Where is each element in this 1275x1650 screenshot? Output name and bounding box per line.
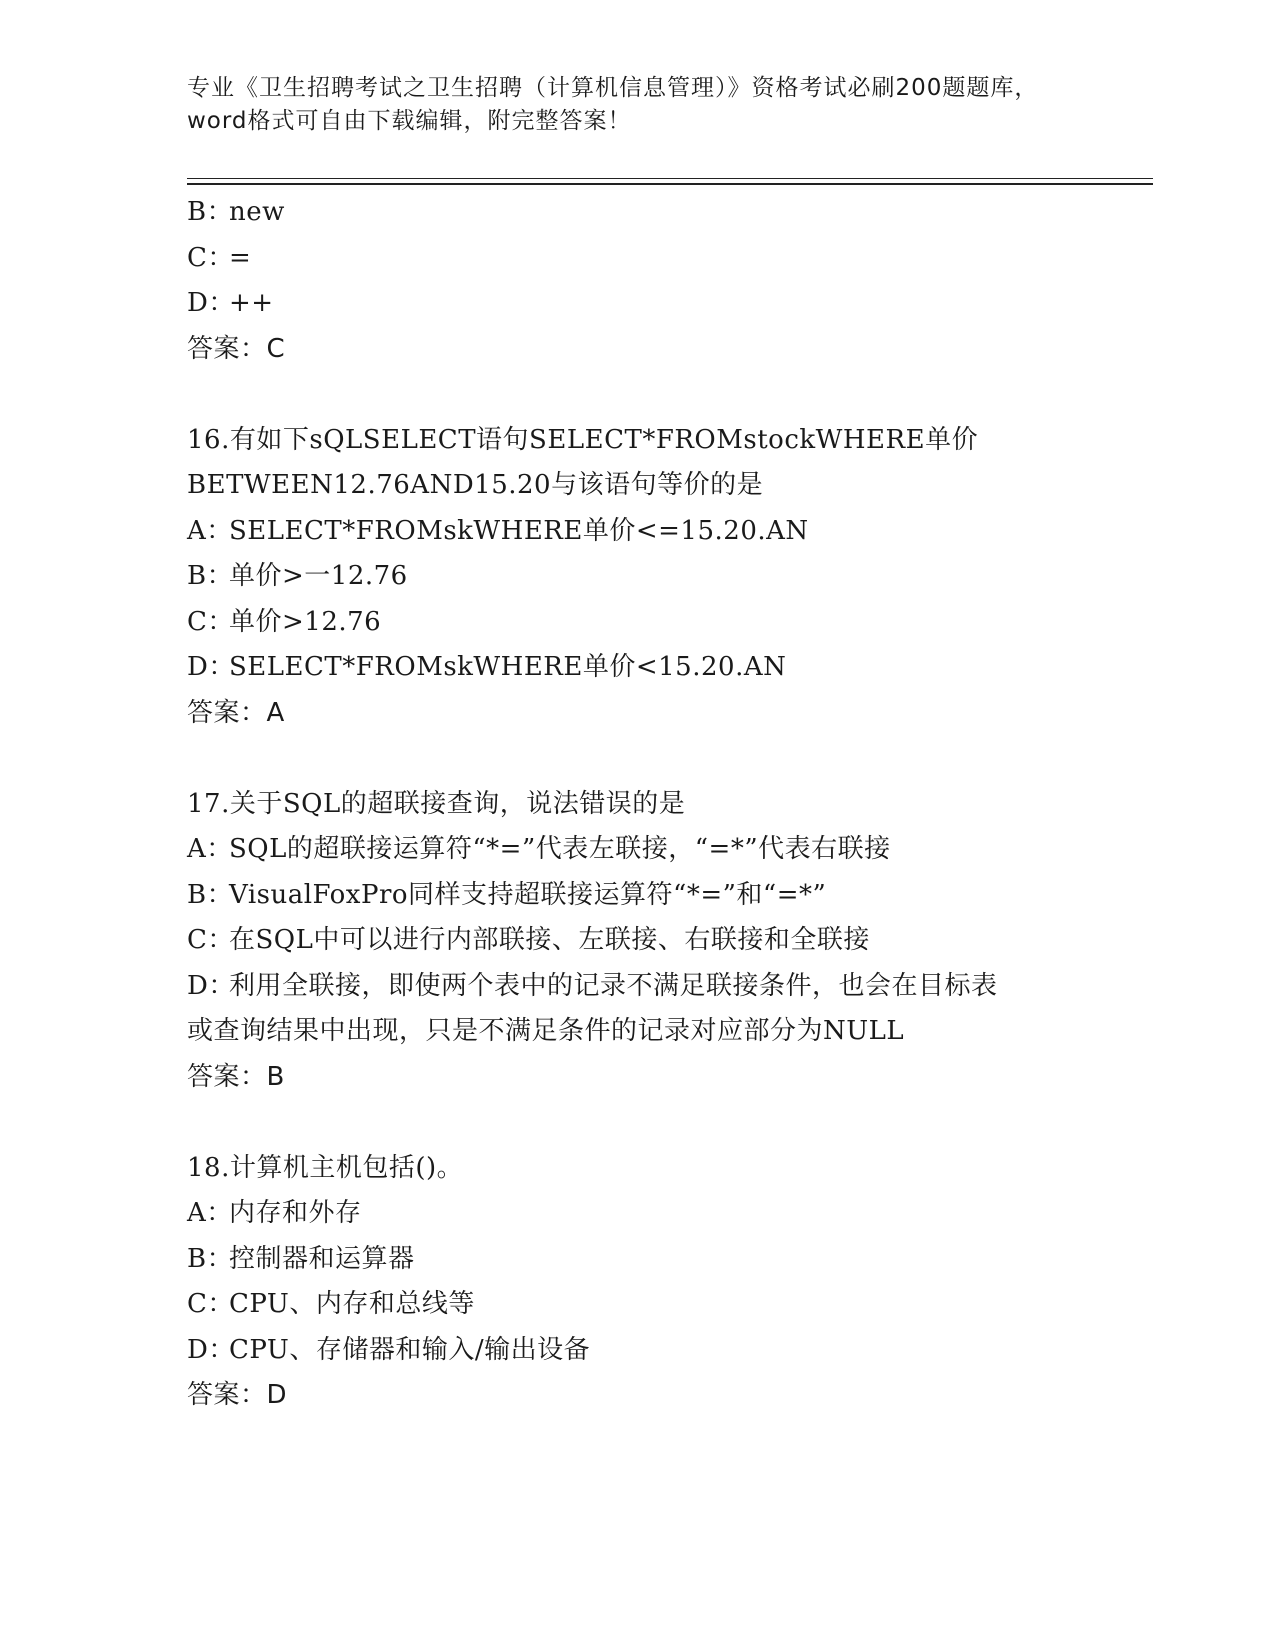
question-stem: 17.关于SQL的超联接查询，说法错误的是 <box>187 788 686 819</box>
option-text: 在SQL中可以进行内部联接、左联接、右联接和全联接 <box>229 925 870 955</box>
option-label: A： <box>187 515 233 546</box>
option-text: CPU、内存和总线等 <box>229 1289 475 1319</box>
option-text: SELECT*FROMskWHERE单价<=15.20.AN <box>229 515 809 546</box>
option-c <box>187 236 1087 282</box>
option-label: A： <box>187 1198 233 1228</box>
question-block-18 <box>187 1146 1087 1419</box>
spacer <box>187 736 1087 782</box>
answer-line: 答案：B <box>187 1061 285 1092</box>
option-d <box>187 281 1087 327</box>
header-line-1: 专业《卫生招聘考试之卫生招聘（计算机信息管理）》资格考试必刷200题题库， <box>187 75 1039 101</box>
answer-line: 答案：A <box>187 697 285 728</box>
header-line-2: word格式可自由下载编辑，附完整答案！ <box>187 108 632 134</box>
option-label: D： <box>187 652 235 682</box>
option-d <box>187 1328 1087 1374</box>
header-rule-thick <box>187 183 1153 185</box>
question-block-16 <box>187 418 1087 737</box>
document-header <box>187 72 1087 138</box>
option-text: ++ <box>229 288 274 318</box>
option-text: SELECT*FROMskWHERE单价<15.20.AN <box>229 652 787 682</box>
option-c <box>187 918 1087 964</box>
option-label: C： <box>187 606 234 637</box>
option-c <box>187 1282 1087 1328</box>
question-block-15 <box>187 190 1087 372</box>
answer-line: 答案：D <box>187 1380 288 1410</box>
option-a <box>187 1191 1087 1237</box>
option-label: B： <box>187 197 234 227</box>
option-text: SQL的超联接运算符“*=”代表左联接，“=*”代表右联接 <box>229 834 891 864</box>
option-label: B： <box>187 879 234 910</box>
option-d-continuation: 或查询结果中出现，只是不满足条件的记录对应部分为NULL <box>187 1016 905 1046</box>
option-text: VisualFoxPro同样支持超联接运算符“*=”和“=*” <box>229 879 827 910</box>
option-d <box>187 964 1087 1010</box>
answer-line: 答案：C <box>187 333 286 364</box>
option-text: 控制器和运算器 <box>229 1243 415 1274</box>
option-text: 单价>一12.76 <box>229 561 408 591</box>
spacer <box>187 372 1087 418</box>
option-label: C： <box>187 925 234 955</box>
question-list <box>187 190 1087 1419</box>
option-label: A： <box>187 834 233 864</box>
option-text: new <box>229 197 285 227</box>
option-text: 内存和外存 <box>229 1198 362 1228</box>
question-stem: 18.计算机主机包括()。 <box>187 1152 464 1183</box>
option-b <box>187 554 1087 600</box>
header-rule-thin <box>187 178 1153 179</box>
option-a <box>187 827 1087 873</box>
spacer <box>187 1100 1087 1146</box>
option-d <box>187 645 1087 691</box>
option-b <box>187 190 1087 236</box>
option-label: C： <box>187 242 234 273</box>
option-b <box>187 1237 1087 1283</box>
option-label: D： <box>187 1334 235 1365</box>
option-text: 利用全联接，即使两个表中的记录不满足联接条件，也会在目标表 <box>229 970 998 1001</box>
option-label: B： <box>187 1243 234 1274</box>
question-stem: 16.有如下sQLSELECT语句SELECT*FROMstockWHERE单价 <box>187 424 979 455</box>
option-a <box>187 509 1087 555</box>
option-label: C： <box>187 1289 234 1319</box>
option-label: B： <box>187 561 234 591</box>
question-block-17 <box>187 782 1087 1101</box>
option-label: D： <box>187 970 235 1001</box>
option-text: 单价>12.76 <box>229 606 382 637</box>
option-text: = <box>229 242 252 273</box>
question-stem-cont: BETWEEN12.76AND15.20与该语句等价的是 <box>187 470 764 500</box>
option-label: D： <box>187 288 235 318</box>
option-text: CPU、存储器和输入/输出设备 <box>229 1334 591 1365</box>
option-b <box>187 873 1087 919</box>
option-c <box>187 600 1087 646</box>
